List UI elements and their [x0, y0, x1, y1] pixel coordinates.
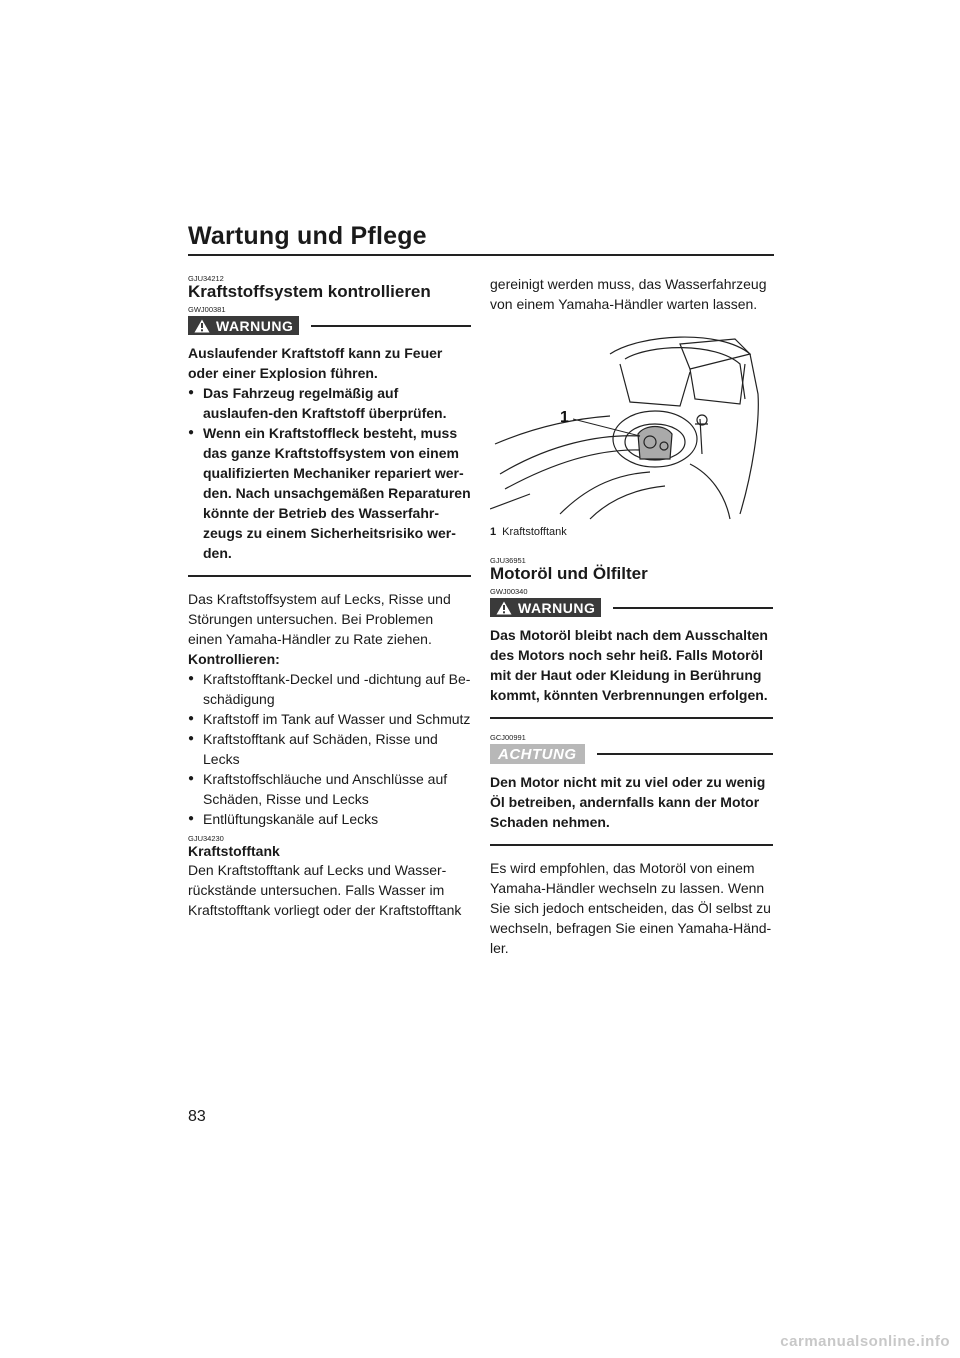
fuel-tank-paragraph: Den Kraftstofftank auf Lecks und Wasser-rückstände untersuchen. Falls Wasser im Kraftstofftank vorliegt oder der Kraftstofftank: [188, 862, 462, 918]
warning-label: WARNUNG: [518, 599, 596, 616]
check-item: ● Kraftstofftank auf Schäden, Risse und Lecks: [188, 729, 471, 769]
warning-end-rule: [188, 575, 471, 577]
warning-bullets: [188, 383, 471, 563]
warning-badge: [188, 316, 299, 335]
oil-warning-text: Das Motoröl bleibt nach dem Ausschalten des Motors noch sehr heiß. Falls Motoröl mit der Haut oder Kleidung in Berührung kommt, könnten Verbrennungen erfolgen.: [490, 627, 768, 703]
warning-end-rule: [490, 717, 773, 719]
check-item: ● Kraftstoffschläuche und Anschlüsse auf Schäden, Risse und Lecks: [188, 769, 471, 809]
caution-badge: ACHTUNG: [490, 744, 585, 764]
page-title: Wartung und Pflege: [188, 222, 427, 250]
right-column: [490, 274, 773, 958]
page-number: 83: [188, 1108, 206, 1125]
figure-callout: 1: [560, 409, 569, 426]
caution-rule: [597, 753, 774, 755]
caption-number: 1: [490, 526, 497, 538]
jet-ski-illustration: [490, 324, 766, 524]
oil-paragraph: Es wird empfohlen, das Motoröl von einem Yamaha-Händler wechseln zu lassen. Wenn Sie sich jedoch entscheiden, das Öl selbst zu wechseln, befragen Sie einen Yamaha-Händ-ler.: [490, 860, 772, 956]
left-column: [188, 274, 471, 920]
warning-bullet: ● Wenn ein Kraftstoffleck besteht, muss das ganze Kraftstoffsystem von einem qualifizierten Mechaniker repariert wer-den. Nach unsachgemäßen Reparaturen könnte der Betrieb des Wasserfahr-zeugs zu einem Sicherheitsrisiko wer-den.: [188, 423, 471, 563]
warning-badge: [490, 598, 601, 617]
warning-code: GWJ00340: [490, 587, 528, 596]
caution-code: GCJ00991: [490, 733, 526, 742]
warning-triangle-icon: [194, 319, 210, 333]
fuel-system-paragraph: Das Kraftstoffsystem auf Lecks, Risse und Störungen untersuchen. Bei Problemen einen Yamaha-Händler zu Rate ziehen.: [188, 591, 451, 647]
warning-header: [188, 316, 471, 335]
section-title-fuel-system: Kraftstoffsystem kontrollieren: [188, 282, 431, 301]
warning-code: GWJ00381: [188, 305, 226, 314]
caution-end-rule: [490, 844, 773, 846]
warning-label: WARNUNG: [216, 317, 294, 334]
watermark: carmanualsonline.info: [780, 1333, 950, 1350]
warning-rule: [613, 607, 773, 609]
check-item: ● Entlüftungskanäle auf Lecks: [188, 809, 471, 829]
section-title-oil: Motoröl und Ölfilter: [490, 564, 648, 583]
check-list: [188, 669, 471, 829]
section-code: GJU36951: [490, 556, 526, 565]
title-rule: [188, 254, 774, 256]
check-label: Kontrollieren:: [188, 651, 280, 667]
check-item: ● Kraftstoff im Tank auf Wasser und Schmutz: [188, 709, 471, 729]
subsection-code: GJU34230: [188, 834, 224, 843]
subsection-title-fuel-tank: Kraftstofftank: [188, 843, 280, 859]
warning-triangle-icon: [496, 601, 512, 615]
caution-header: [490, 744, 773, 764]
figure-caption: [490, 526, 773, 538]
warning-lead: Auslaufender Kraftstoff kann zu Feuer oder einer Explosion führen.: [188, 345, 443, 381]
check-item: ● Kraftstofftank-Deckel und -dichtung auf Be-schädigung: [188, 669, 471, 709]
warning-header: [490, 598, 773, 617]
caution-text: Den Motor nicht mit zu viel oder zu wenig Öl betreiben, andernfalls kann der Motor Schaden nehmen.: [490, 774, 766, 830]
section-code: GJU34212: [188, 274, 224, 283]
fuel-tank-figure: [490, 324, 766, 524]
warning-bullet: ● Das Fahrzeug regelmäßig auf auslaufen-den Kraftstoff überprüfen.: [188, 383, 471, 423]
continuation-paragraph: gereinigt werden muss, das Wasserfahrzeug von einem Yamaha-Händler warten lassen.: [490, 276, 767, 312]
warning-rule: [311, 325, 471, 327]
caption-text: Kraftstofftank: [502, 526, 567, 538]
